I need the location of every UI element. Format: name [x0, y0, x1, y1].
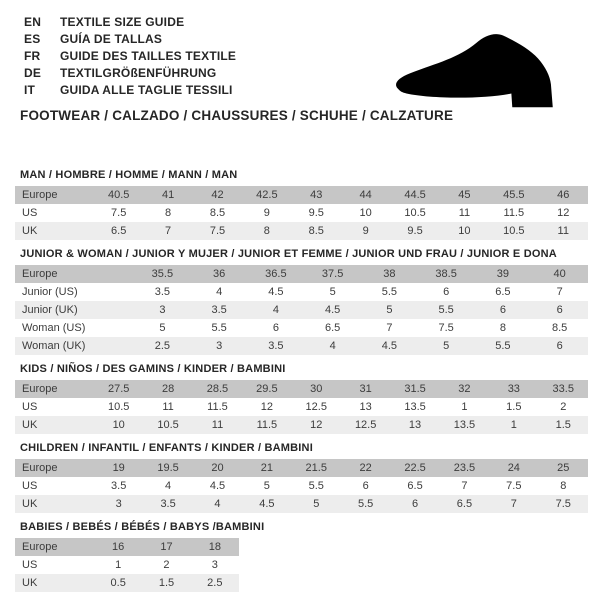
row-label: Junior (US)	[22, 286, 78, 298]
language-code: DE	[24, 66, 42, 80]
language-label: GUÍA DE TALLAS	[60, 32, 163, 46]
size-cell: 1	[115, 559, 122, 571]
section-title-children: CHILDREN / INFANTIL / ENFANTS / KINDER / BAMBINI	[20, 442, 313, 454]
row-label: US	[22, 559, 38, 571]
size-cell: 3	[115, 498, 122, 510]
size-cell: 33.5	[552, 383, 574, 395]
size-cell: 6.5	[111, 225, 127, 237]
size-cell: 5.5	[211, 322, 227, 334]
size-cell: 44	[359, 189, 372, 201]
size-row	[15, 538, 239, 556]
size-cell: 1.5	[506, 401, 522, 413]
size-cell: 8.5	[308, 225, 324, 237]
size-cell: 3.5	[154, 286, 171, 298]
size-cell: 10	[458, 225, 471, 237]
size-cell: 5	[313, 498, 320, 510]
size-cell: 40.5	[107, 189, 130, 201]
language-label: TEXTILE SIZE GUIDE	[60, 15, 185, 29]
size-cell: 8	[263, 225, 270, 237]
row-label: Europe	[22, 541, 58, 553]
size-cell: 5	[386, 304, 393, 316]
size-cell: 3	[216, 340, 223, 352]
size-cell: 44.5	[404, 189, 426, 201]
size-cell: 7	[556, 286, 563, 298]
size-cell: 45	[458, 189, 471, 201]
size-cell: 11	[458, 207, 471, 219]
size-cell: 5.5	[438, 304, 454, 316]
size-cell: 36.5	[265, 268, 287, 280]
size-row	[15, 459, 588, 477]
size-cell: 19	[112, 462, 125, 474]
size-cell: 36	[213, 268, 226, 280]
row-label: UK	[22, 498, 38, 510]
size-row	[15, 283, 588, 301]
size-cell: 11	[211, 419, 224, 431]
row-label: Junior (UK)	[22, 304, 78, 316]
row-label: US	[22, 207, 38, 219]
size-cell: 3.5	[211, 304, 227, 316]
size-cell: 5.5	[381, 286, 398, 298]
size-cell: 7	[510, 498, 517, 510]
size-cell: 4	[272, 304, 279, 316]
size-cell: 10.5	[157, 419, 179, 431]
size-cell: 37.5	[321, 268, 344, 280]
size-cell: 2	[560, 401, 567, 413]
size-cell: 3.5	[268, 340, 284, 352]
size-cell: 22.5	[404, 462, 426, 474]
size-cell: 12.5	[354, 419, 377, 431]
size-cell: 4.5	[381, 340, 398, 352]
size-cell: 9	[362, 225, 369, 237]
size-cell: 5	[159, 322, 166, 334]
size-cell: 6.5	[495, 286, 511, 298]
size-cell: 6	[272, 322, 279, 334]
size-row	[15, 416, 588, 434]
size-cell: 4.5	[259, 498, 275, 510]
size-cell: 13	[408, 419, 422, 431]
size-cell: 21	[260, 462, 273, 474]
size-cell: 10.5	[107, 401, 130, 413]
size-cell: 5	[443, 340, 450, 352]
row-label: UK	[22, 225, 38, 237]
size-cell: 31	[359, 383, 372, 395]
size-cell: 43	[310, 189, 323, 201]
size-cell: 25	[557, 462, 570, 474]
size-cell: 4.5	[268, 286, 284, 298]
size-cell: 1.5	[555, 419, 571, 431]
size-cell: 20	[211, 462, 224, 474]
language-code: ES	[24, 32, 41, 46]
row-label: Europe	[22, 462, 58, 474]
size-table-babies	[15, 538, 239, 592]
size-cell: 33	[507, 383, 520, 395]
row-label: UK	[22, 577, 38, 589]
size-cell: 10	[359, 207, 372, 219]
row-label: Europe	[22, 383, 58, 395]
size-cell: 7.5	[438, 322, 454, 334]
size-cell: 9.5	[308, 207, 324, 219]
size-cell: 17	[160, 541, 173, 553]
size-cell: 13	[359, 401, 372, 413]
size-guide-tables	[0, 169, 600, 592]
size-cell: 1.5	[158, 577, 175, 589]
size-cell: 8.5	[209, 207, 226, 219]
size-cell: 7.5	[555, 498, 571, 510]
size-cell: 11.5	[503, 207, 525, 219]
size-cell: 11.5	[207, 401, 228, 413]
size-cell: 6	[499, 304, 506, 316]
size-cell: 9.5	[407, 225, 423, 237]
section-title-babies: BABIES / BEBÉS / BÉBÉS / BABYS /BAMBINI	[20, 521, 265, 533]
size-cell: 7	[165, 225, 172, 237]
size-cell: 11	[162, 401, 174, 413]
language-code: FR	[24, 49, 41, 63]
size-cell: 39	[496, 268, 509, 280]
size-cell: 2.5	[207, 577, 223, 589]
size-table-children	[15, 459, 588, 513]
language-code: EN	[24, 15, 42, 29]
size-cell: 46	[557, 189, 570, 201]
size-cell: 4.5	[209, 480, 226, 492]
size-row	[15, 495, 588, 513]
row-label: UK	[22, 419, 38, 431]
size-cell: 18	[208, 541, 221, 553]
size-section-children	[0, 442, 600, 513]
size-cell: 5.5	[495, 340, 511, 352]
size-cell: 7.5	[506, 480, 522, 492]
size-cell: 40	[553, 268, 566, 280]
size-cell: 6	[443, 286, 450, 298]
size-table-man	[15, 186, 588, 240]
size-cell: 6.5	[407, 480, 423, 492]
size-cell: 13.5	[453, 419, 476, 431]
size-cell: 38.5	[435, 268, 457, 280]
size-cell: 8	[560, 480, 567, 492]
size-section-junior-woman	[0, 248, 600, 355]
size-row	[15, 204, 588, 222]
size-cell: 8	[165, 207, 172, 219]
size-row	[15, 319, 588, 337]
size-cell: 1	[461, 401, 468, 413]
section-title-kids: KIDS / NIÑOS / DES GAMINS / KINDER / BAMBINI	[20, 363, 286, 375]
size-cell: 3.5	[111, 480, 127, 492]
size-cell: 3.5	[160, 498, 176, 510]
row-label: Woman (UK)	[22, 340, 86, 352]
language-label: GUIDA ALLE TAGLIE TESSILI	[60, 83, 233, 97]
size-cell: 28	[161, 383, 175, 395]
size-cell: 42.5	[256, 189, 278, 201]
size-cell: 9	[263, 207, 270, 219]
size-row	[15, 222, 588, 240]
size-row	[15, 398, 588, 416]
size-cell: 41	[161, 189, 175, 201]
size-cell: 10.5	[503, 225, 525, 237]
size-row	[15, 186, 588, 204]
size-section-kids	[0, 363, 600, 434]
row-label: Woman (US)	[22, 322, 86, 334]
size-cell: 2	[163, 559, 170, 571]
size-section-babies	[0, 521, 600, 592]
row-label: US	[22, 401, 38, 413]
size-cell: 6.5	[324, 322, 341, 334]
size-cell: 38	[383, 268, 396, 280]
section-title-junior-woman: JUNIOR & WOMAN / JUNIOR Y MUJER / JUNIOR ET FEMME / JUNIOR UND FRAU / JUNIOR E DONA	[20, 248, 557, 260]
size-cell: 11.5	[256, 419, 278, 431]
size-cell: 42	[211, 189, 224, 201]
section-title-man: MAN / HOMBRE / HOMME / MANN / MAN	[20, 169, 238, 181]
size-row	[15, 301, 588, 319]
size-cell: 22	[359, 462, 372, 474]
size-cell: 8.5	[551, 322, 568, 334]
size-cell: 0.5	[110, 577, 126, 589]
size-cell: 31.5	[404, 383, 426, 395]
size-cell: 12	[557, 207, 570, 219]
row-label: US	[22, 480, 38, 492]
size-row	[15, 556, 239, 574]
size-cell: 23.5	[453, 462, 476, 474]
size-table-kids	[15, 380, 588, 434]
size-cell: 5.5	[308, 480, 324, 492]
size-cell: 7.5	[209, 225, 226, 237]
size-cell: 45.5	[503, 189, 525, 201]
row-label: Europe	[22, 189, 58, 201]
size-cell: 3	[211, 559, 218, 571]
language-code: IT	[24, 83, 36, 97]
size-cell: 5	[329, 286, 336, 298]
size-cell: 4	[165, 480, 172, 492]
size-cell: 29.5	[256, 383, 278, 395]
size-cell: 24	[507, 462, 520, 474]
size-cell: 21.5	[305, 462, 327, 474]
size-cell: 32	[458, 383, 471, 395]
size-cell: 6	[362, 480, 369, 492]
size-table-junior-woman	[15, 265, 588, 355]
size-cell: 28.5	[206, 383, 229, 395]
size-cell: 5	[263, 480, 270, 492]
size-cell: 12	[260, 401, 273, 413]
size-cell: 4	[216, 286, 223, 298]
size-cell: 27.5	[107, 383, 130, 395]
size-cell: 7.5	[111, 207, 127, 219]
size-cell: 3	[159, 304, 166, 316]
size-cell: 12	[310, 419, 323, 431]
language-label: TEXTILGRÖßENFÜHRUNG	[60, 66, 217, 80]
size-cell: 10	[112, 419, 125, 431]
size-cell: 11	[557, 225, 569, 237]
size-cell: 35.5	[151, 268, 174, 280]
size-cell: 6	[556, 304, 563, 316]
size-cell: 2.5	[154, 340, 171, 352]
size-cell: 1	[510, 419, 517, 431]
size-row	[15, 380, 588, 398]
size-cell: 6	[556, 340, 563, 352]
row-label: Europe	[22, 268, 58, 280]
language-label: GUIDE DES TAILLES TEXTILE	[60, 49, 237, 63]
size-cell: 12.5	[305, 401, 327, 413]
size-cell: 10.5	[404, 207, 426, 219]
size-cell: 30	[310, 383, 323, 395]
size-cell: 7	[386, 322, 393, 334]
size-cell: 7	[461, 480, 468, 492]
size-cell: 4	[214, 498, 221, 510]
language-row	[24, 14, 600, 31]
size-cell: 13.5	[404, 401, 426, 413]
dress-shoe-icon	[388, 30, 574, 122]
size-cell: 8	[499, 322, 506, 334]
size-row	[15, 574, 239, 592]
size-cell: 6.5	[456, 498, 473, 510]
size-row	[15, 265, 588, 283]
size-cell: 4.5	[324, 304, 341, 316]
category-title: FOOTWEAR / CALZADO / CHAUSSURES / SCHUHE / CALZATURE	[20, 108, 454, 123]
size-cell: 4	[329, 340, 336, 352]
size-cell: 16	[112, 541, 125, 553]
size-cell: 19.5	[157, 462, 179, 474]
size-cell: 5.5	[358, 498, 374, 510]
size-cell: 6	[411, 498, 419, 510]
size-section-man	[0, 169, 600, 240]
size-row	[15, 337, 588, 355]
size-row	[15, 477, 588, 495]
